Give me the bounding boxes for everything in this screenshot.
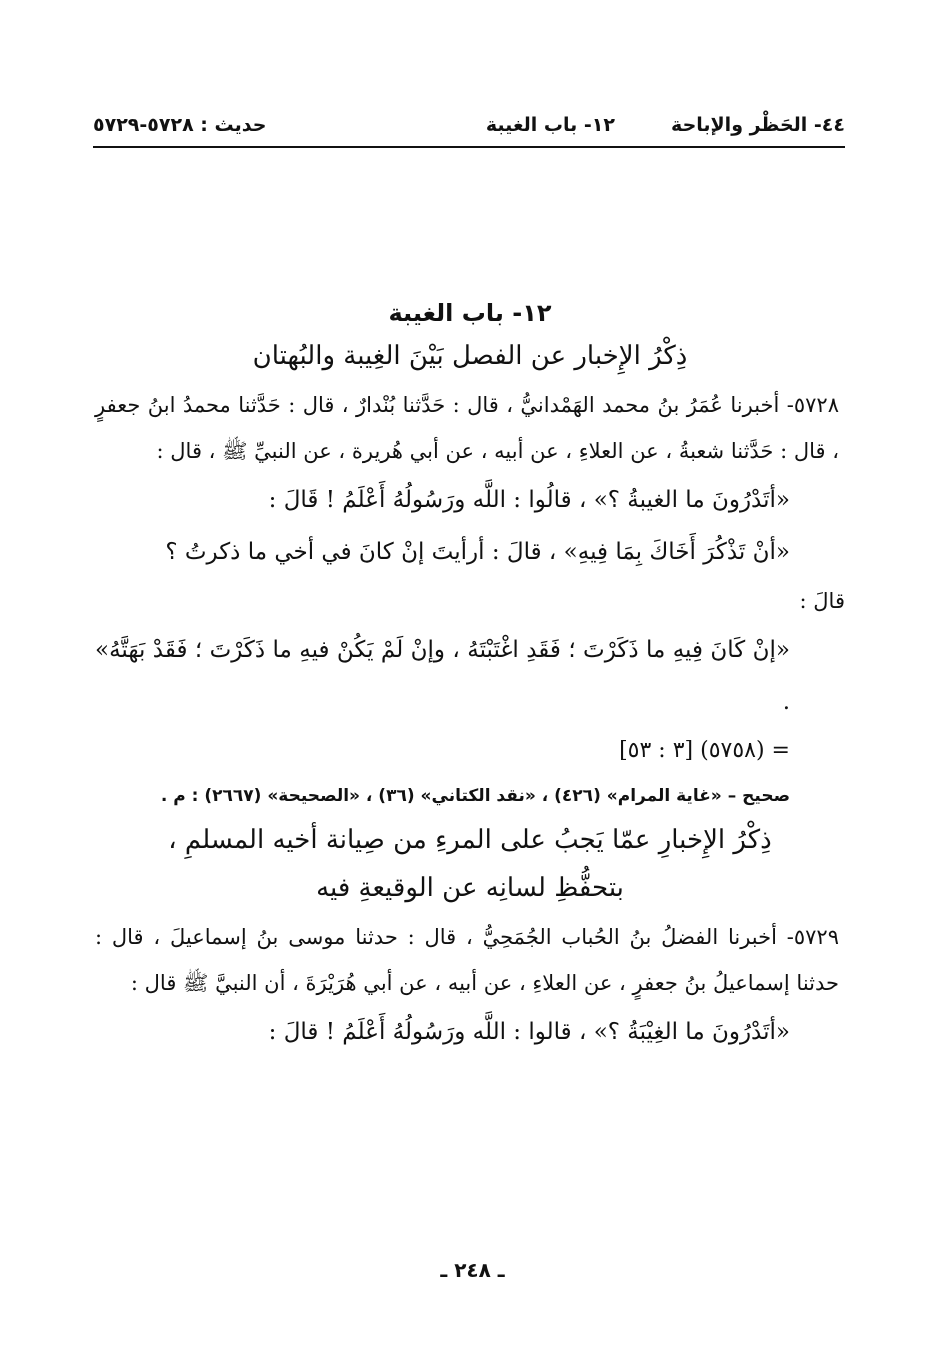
hadith-5729-isnad: ٥٧٢٩- أخبرنا الفضلُ بنُ الحُباب الجُمَحِيُّ ، قال : حدثنا موسى بنُ إسماعيلَ ، قال : حدثنا إسماعيلُ بنُ جعفرٍ ، عن العلاءِ ، عن أبيه ، عن أبي هُرَيْرَةَ ، أن النبيَّ ﷺ قال : xyxy=(95,925,839,995)
hadith-5728-isnad: ٥٧٢٨- أخبرنا عُمَرُ بنُ محمد الهَمْدانيُّ ، قال : حَدَّثنا بُنْدارٌ ، قال : حَدَّثنا محمدُ ابنُ جعفرٍ ، قال : حَدَّثنا شعبةُ ، عن العلاءِ ، عن أبيه ، عن أبي هُريرة ، عن النبيِّ ﷺ ، قال : xyxy=(95,393,839,463)
running-header xyxy=(93,110,845,144)
hadith-5728-question: «أتَدْرُونَ ما الغيبةُ ؟» ، قالُوا : اللَّه ورَسُولُهُ أَعْلَمُ ! قَالَ : xyxy=(268,487,790,513)
hadith-5728-said: قالَ : xyxy=(799,589,845,613)
section-title-1: ذِكْرُ الإِخبار عن الفصل بَيْنَ الغِيبة والبُهتان xyxy=(252,341,688,371)
chapter-title: ١٢- باب الغيبة xyxy=(388,299,552,327)
hadith-5728-reply: «إنْ كَانَ فِيهِ ما ذَكَرْتَ ؛ فَقَدِ اغْتَبْتَهُ ، وإنْ لَمْ يَكُنْ فيهِ ما ذَكَرْتَ ؛ فَقَدْ بَهَتَّهُ» . xyxy=(95,637,790,715)
hadith-5729-question: «أتَدْرُونَ ما الغِيْبَةُ ؟» ، قالوا : اللَّه ورَسُولُهُ أَعْلَمُ ! قالَ : xyxy=(268,1019,790,1045)
section-title-2-line1: ذِكْرُ الإِخبارِ عمّا يَجبُ على المرءِ من صِيانة أخيه المسلمِ ، xyxy=(168,825,772,855)
page-content xyxy=(95,292,845,1058)
hadith-5728-answer: «أنْ تَذْكُرَ أَخَاكَ بِمَا فِيهِ» ، قالَ : أرأيتَ إنْ كانَ في أخي ما ذكرتُ ؟ xyxy=(165,539,790,565)
page-number: ـ ٢٤٨ ـ xyxy=(440,1258,505,1282)
header-hadith-range: حديث : ٥٧٢٨-٥٧٢٩ xyxy=(93,114,267,136)
header-book-title: ٤٤- الحَظْر والإباحة xyxy=(671,114,845,136)
hadith-5728-reference: = (٥٧٥٨) [٣ : ٥٣] xyxy=(619,738,790,763)
header-rule xyxy=(93,146,845,148)
section-title-2-line2: بتحفُّظِ لسانِه عن الوقيعةِ فيه xyxy=(316,873,624,903)
hadith-5728-grading: صحيح – «غاية المرام» (٤٢٦) ، «نقد الكتاني» (٣٦) ، «الصحيحة» (٢٦٦٧) : م . xyxy=(160,786,790,806)
header-chapter-title: ١٢- باب الغيبة xyxy=(485,114,615,136)
